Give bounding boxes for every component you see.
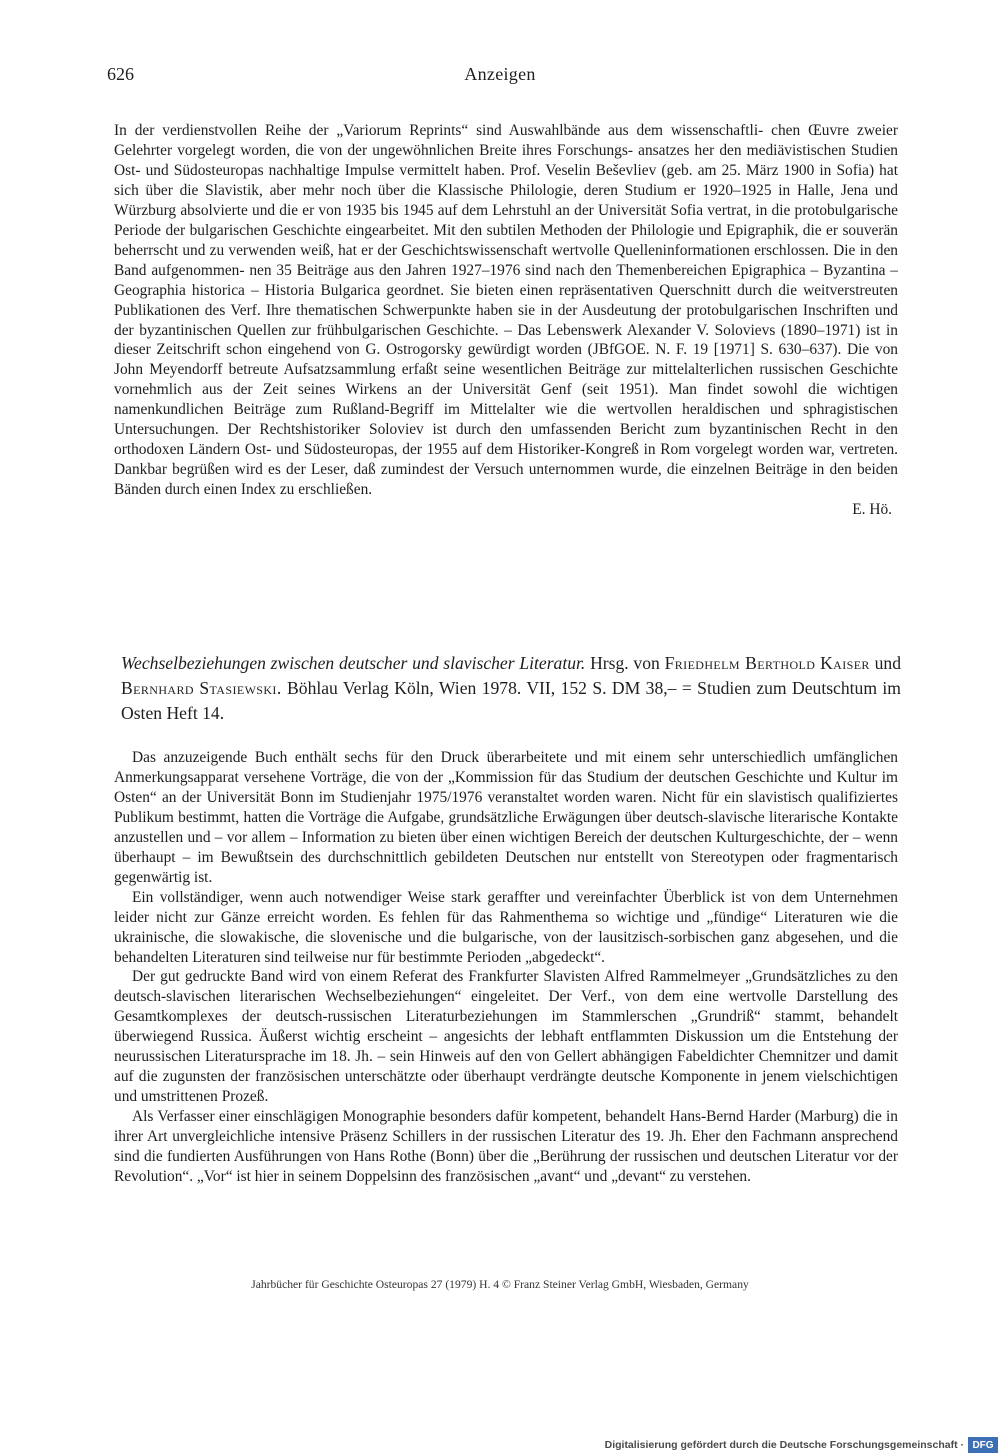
review-2-paragraph: Als Verfasser einer einschlägigen Monographie besonders dafür kompetent, behandelt Hans-Bernd Harder (Marburg) die in ihrer Art unvergleichliche intensive Präsenz Schillers in der russischen Literatur des 19. Jh. Eher den Fachmann ansprechend sind die fundierten Ausführungen von Hans Rothe (Bonn) über die „Berührung der russischen und deutschen Literatur vor der Revolution“. „Vor“ ist hier in seinem Doppelsinn des französischen „avant“ und „devant“ zu verstehen.: [114, 1108, 898, 1186]
editors-prefix: Hrsg. von: [590, 653, 660, 673]
journal-footer: Jahrbücher für Geschichte Osteuropas 27 (1979) H. 4 © Franz Steiner Verlag GmbH, Wiesbaden, Germany: [251, 1278, 749, 1291]
review-1-line: durch den umfassenden Bericht zum byzantinischen Recht in den orthodoxen Ländern Ost- und: [114, 421, 898, 459]
dfg-notice-text: Digitalisierung gefördert durch die Deutsche Forschungsgemeinschaft ·: [604, 1439, 964, 1451]
dfg-funding-notice: [605, 1434, 1000, 1456]
review-2-paragraph: Ein vollständiger, wenn auch notwendiger Weise stark geraffter und vereinfachter Überblick ist von dem Unternehmen leider nicht zur Gänze erreicht worden. Es fehlen für das Rahmenthema so wichtige und „fündige“ Literaturen wie die ukrainische, die slowakische, die slovenische und die bulgarische, von der lausitzisch-sorbischen ganz abgesehen, und die behandelten Literaturen sind teilweise nur für bestimmte Perioden „abgedeckt“.: [114, 888, 898, 966]
review-1-line: absolvierte und die er von 1935 bis 1945 auf dem Lehrstuhl an der Universität Sofia vertrat, in die: [180, 201, 791, 219]
review-1-line: Beiträge in den beiden Bänden durch einen Index zu erschließen.: [114, 461, 898, 499]
review-2-paragraph: Der gut gedruckte Band wird von einem Referat des Frankfurter Slavisten Alfred Rammelmeyer „Grundsätzliches zu den deutsch-slavischen literarischen Wechselbeziehungen“ eingeleitet. Der Verf., von dem eine wertvolle Darstellung des Gesamtkomplexes der deutsch-russischen Literaturbeziehungen im Stammlerschen „Grundriß“ stammt, behandelt überwiegend Russica. Äußerst wichtig erscheint – angesichts der lebhaft entflammten Diskussion um die Entstehung der neurussischen Literatursprache im 18. Jh. – sein Hinweis auf den von Gellert abhängigen Fabeldichter Chemnitzer und damit auf die zugunsten der französischen unterschätzte oder überhaupt verdrängte deutsche Komponente in jenem vielschichtigen und umstrittenen Prozeß.: [114, 968, 898, 1106]
review-2-paragraph: Das anzuzeigende Buch enthält sechs für den Druck überarbeitete und mit einem sehr unterschiedlich umfänglichen Anmerkungsapparat versehene Vorträge, die von der „Kommission für das Studium der deutschen Geschichte und Kultur im Osten“ an der Universität Bonn im Studienjahr 1975/1976 veranstaltet worden waren. Nicht für ein slavistisch qualifiziertes Publikum bestimmt, hatten die Vorträge die Aufgabe, grundsätzliche Erwägungen über deutsch-slavische literarische Kontakte anzustellen und – vor allem – Information zu bieten über einen wichtigen Bereich der deutschen Kulturgeschichte, der – wenn überhaupt – im Bewußtsein des durchschnittlich gebildeten Deutschen nur entstellt von Stereotypen oder fragmentarisch gegenwärtig ist.: [114, 749, 898, 886]
review-1-line: Geschichtswissenschaft wertvolle Quelleninformationen erschlossen. Die in den Band aufgenommen-: [114, 241, 898, 279]
editor-2-first-name: Bernhard: [121, 678, 194, 698]
review-1-line: Geschichte. – Das Lebenswerk Alexander V. Solovievs (1890–1971) ist in dieser Zeitschrift schon: [114, 321, 898, 359]
review-1-line: ansatzes her den mediävistischen Studien Ost- und Südosteuropas nachhaltige Impulse vermittelt: [114, 141, 898, 179]
review-1-line: protobulgarische Periode der bulgarischen Geschichte eingearbeitet. Mit den subtilen Methoden der: [114, 201, 898, 239]
review-1-line: Südosteuropas, der 1955 auf dem Historiker-Kongreß in Rom vorgelegt worden war, vertreten.: [303, 441, 898, 459]
book-title: Wechselbeziehungen zwischen deutscher und slavischer Literatur.: [121, 653, 586, 673]
review-1-line: nen 35 Beiträge aus den Jahren 1927–1976 sind nach den Themenbereichen Epigraphica – Byzantina –: [249, 261, 898, 279]
review-1-paragraph: [114, 121, 898, 500]
review-1-line: russischen Geschichte vornehmlich aus der Zeit seines Wirkens an der Universität Genf (seit 1951).: [114, 361, 898, 399]
review-1-line: die wertvollen heraldischen und sphragistischen Untersuchungen. Der Rechtshistoriker Soloviev ist: [114, 401, 898, 439]
review-1-line: John Meyendorff betreute Aufsatzsammlung erfaßt seine wesentlichen Beiträge zur mittelalterlichen: [114, 361, 754, 379]
editors-conjunction: und: [874, 653, 901, 673]
dfg-logo-icon: DFG: [968, 1437, 998, 1453]
review-1-line: haben. Prof. Veselin Beševliev (geb. am 25. März 1900 in Sofia) hat sich über die Slavistik, aber mehr: [114, 161, 898, 199]
page-number: 626: [107, 64, 134, 84]
editor-1-last-name: Kaiser: [820, 653, 870, 673]
review-1-line: eingehend von G. Ostrogorsky gewürdigt worden (JBfGOE. N. F. 19 [1971] S. 630–637). Die von: [267, 341, 899, 359]
review-1-body: [114, 121, 898, 520]
review-1-line: Philologie und Epigraphik, die er souverän beherrscht und zu verwenden weiß, hat er der: [114, 221, 898, 259]
review-1-line: noch über die Klassische Philologie, deren Studium er 1920–1925 in Halle, Jena und Würzburg: [114, 181, 898, 219]
publication-details: Böhlau Verlag Köln, Wien 1978. VII, 152 S. DM 38,– = Studien zum Deutschtum im Osten Heft 14.: [121, 678, 901, 723]
review-1-line: Man findet sowohl die wichtigen namenkundlichen Beiträge zum Rußland-Begriff im Mittelalter wie: [114, 381, 898, 419]
review-1-line: Geographia historica – Historia Bulgarica geordnet. Sie bieten einen repräsentativen Querschnitt: [114, 281, 731, 299]
review-1-line: Dankbar begrüßen wird es der Leser, daß zumindest der Versuch unternommen wurde, die einzelnen: [114, 461, 750, 479]
editor-1-first-name: Friedhelm Berthold: [664, 653, 816, 673]
review-1-signature: E. Hö.: [852, 501, 892, 519]
review-1-line: Ausdeutung der protobulgarischen Inschriften und der byzantinischen Quellen zur frühbulgarischen: [114, 301, 898, 339]
review-2-body: [114, 748, 898, 1187]
review-1-line: In der verdienstvollen Reihe der „Variorum Reprints“ sind Auswahlbände aus dem wissenschaftli-: [114, 122, 764, 139]
review-1-line: durch die weitverstreuten Publikationen des Verf. Ihre thematischen Schwerpunkte haben sie in der: [114, 281, 898, 319]
review-1-line: chen Œuvre zweier Gelehrter vorgelegt worden, die von der ungewöhnlichen Breite ihres Forschungs-: [114, 122, 898, 159]
running-head: Anzeigen: [464, 64, 536, 84]
review-2-heading: [121, 651, 901, 726]
editor-2-last-name: Stasiewski.: [199, 678, 282, 698]
